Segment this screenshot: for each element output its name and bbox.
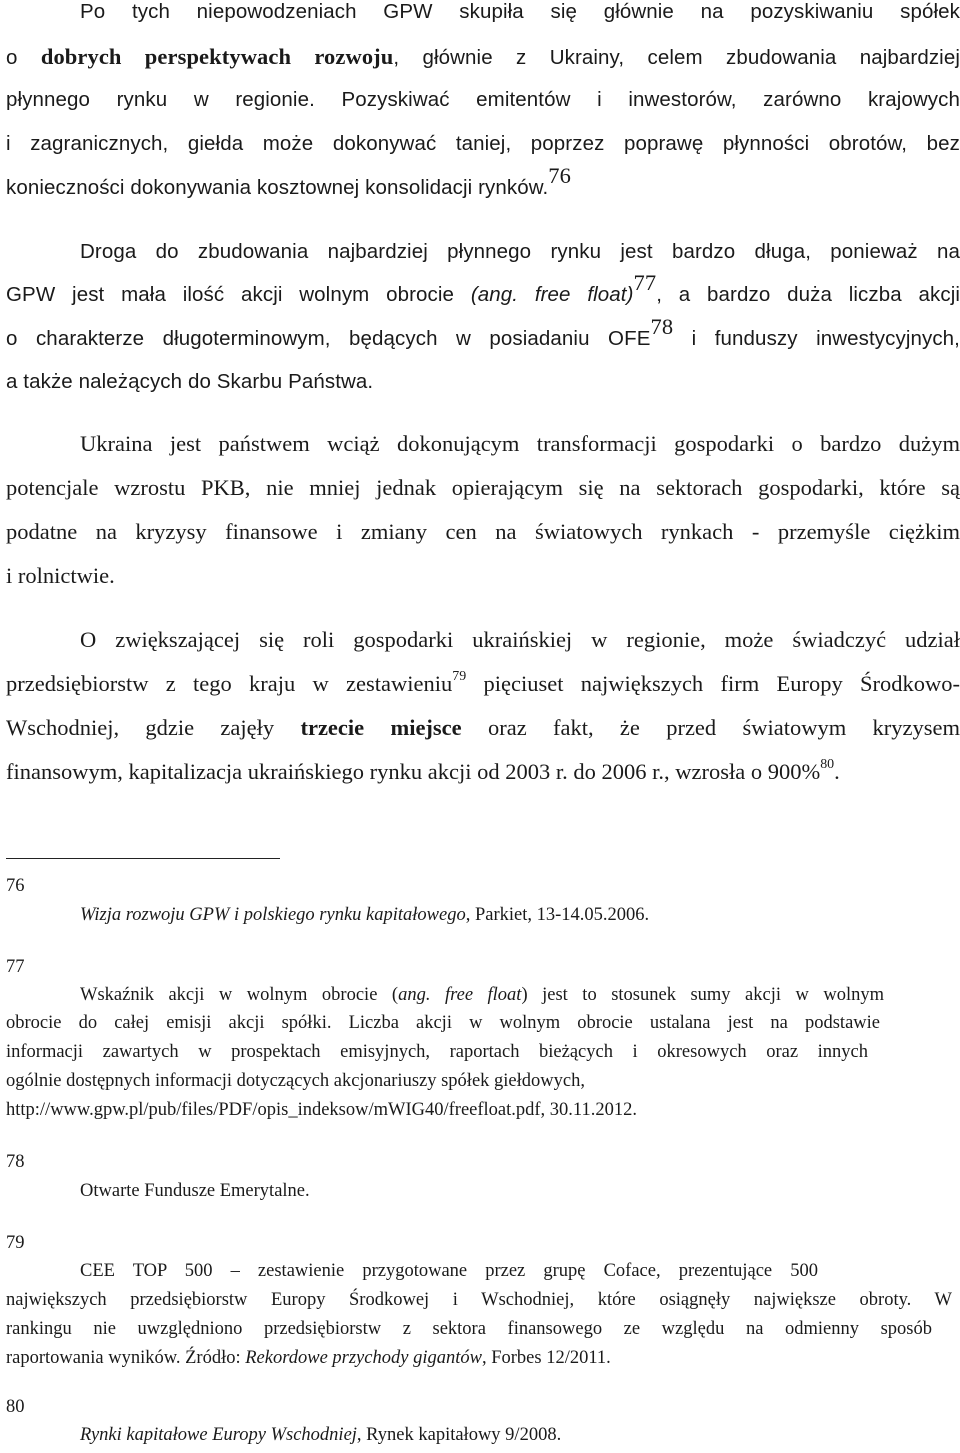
footnote-77-line: obrocie do całej emisji akcji spółki. Liczba akcji w wolnym obrocie ustalana jest na podstawie [6,1013,880,1033]
paragraph-line [6,715,960,741]
footnote-source-title: Rynki kapitałowe Europy Wschodniej [80,1425,357,1445]
bold-phrase: dobrych perspektywach rozwoju [40,44,394,69]
footnote-77-line [80,985,884,1006]
footnote-77-line: ogólnie dostępnych informacji dotyczących akcjonariuszy spółek giełdowych, [6,1071,585,1091]
footnote-ref-78[interactable]: 78 [650,313,674,339]
bold-phrase: trzecie miejsce [300,715,462,740]
footnote-79-line: największych przedsiębiorstw Europy Środkowej i Wschodniej, które osiągnęły największe obroty. W [6,1290,952,1310]
footnote-separator [6,858,280,859]
text-run: , a bardzo duża liczba akcji [656,283,960,306]
footnote-number-78: 78 [6,1152,25,1172]
paragraph-line: a także należących do Skarbu Państwa. [6,370,374,393]
footnote-80-text [80,1425,954,1446]
footnote-source-title: Wizja rozwoju GPW i polskiego rynku kapitałowego [80,905,466,925]
paragraph-line [6,313,960,351]
footnote-79-line: CEE TOP 500 – zestawienie przygotowane przez grupę Coface, prezentujące 500 [80,1261,818,1281]
text-run: pięciuset największych firm Europy Środkowo- [466,671,960,696]
paragraph-line [6,671,960,697]
text-run: , Parkiet, 13-14.05.2006. [465,905,650,925]
text-run: Wskaźnik akcji w wolnym obrocie ( [80,985,399,1005]
footnote-77-link[interactable]: http://www.gpw.pl/pub/files/PDF/opis_indeksow/mWIG40/freefloat.pdf, 30.11.2012. [6,1100,637,1120]
paragraph-line [6,269,960,307]
text-run: raportowania wyników. Źródło: [6,1348,246,1368]
footnote-76-text [80,905,954,926]
paragraph-line: Po tych niepowodzeniach GPW skupiła się głównie na pozyskiwaniu spółek [80,0,960,23]
text-run: i funduszy inwestycyjnych, [673,327,960,350]
footnote-79-line: rankingu nie uwzględniono przedsiębiorstw z sektora finansowego ze względu na odmienny sposób [6,1319,932,1339]
paragraph-line: i rolnictwie. [6,563,115,588]
paragraph-line: i zagranicznych, giełda może dokonywać taniej, poprzez poprawę płynności obrotów, bez [6,132,960,155]
text-run: Wschodniej, gdzie zajęły [6,715,301,740]
paragraph-line: Droga do zbudowania najbardziej płynnego rynku jest bardzo długa, ponieważ na [80,240,960,263]
italic-phrase: (ang. free float) [470,283,634,306]
paragraph-line: O zwiększającej się roli gospodarki ukraińskiej w regionie, może świadczyć udział [80,627,960,652]
footnote-ref-77[interactable]: 77 [633,269,657,295]
footnote-number-77: 77 [6,957,25,977]
text-run: przedsiębiorstw z tego kraju w zestawieniu [6,671,453,696]
text-run: ) jest to stosunek sumy akcji w wolnym [521,985,884,1005]
paragraph-line: potencjale wzrostu PKB, nie mniej jednak opierającym się na sektorach gospodarki, które są [6,475,960,500]
italic-phrase: ang. free float [398,985,522,1005]
paragraph-line: podatne na kryzysy finansowe i zmiany cen na światowych rynkach - przemyśle ciężkim [6,519,960,544]
paragraph-line [6,162,960,200]
text-run: GPW jest mała ilość akcji wolnym obrocie [6,283,471,306]
paragraph-line: płynnego rynku w regionie. Pozyskiwać emitentów i inwestorów, zarówno krajowych [6,88,960,111]
paragraph-line [6,759,960,785]
text-run: finansowym, kapitalizacja ukraińskiego rynku akcji od 2003 r. do 2006 r., wzrosła o 900% [6,759,821,784]
text-run: , Forbes 12/2011. [481,1348,611,1368]
footnote-78-text: Otwarte Fundusze Emerytalne. [80,1181,310,1201]
paragraph-line: Ukraina jest państwem wciąż dokonującym transformacji gospodarki o bardzo dużym [80,431,960,456]
footnote-ref-80[interactable]: 80 [820,757,835,773]
footnote-ref-76[interactable]: 76 [548,162,571,188]
footnote-number-76: 76 [6,876,25,896]
text-run: o charakterze długoterminowym, będących w posiadaniu OFE [6,327,651,350]
footnote-source-title: Rekordowe przychody gigantów [245,1348,482,1368]
text-run: o [6,46,41,69]
footnote-77-line: informacji zawartych w prospektach emisyjnych, raportach bieżących i okresowych oraz innych [6,1042,868,1062]
text-run: konieczności dokonywania kosztownej konsolidacji rynków. [6,176,549,199]
footnote-ref-79[interactable]: 79 [452,669,467,685]
paragraph-line [6,44,960,70]
footnote-number-80: 80 [6,1397,25,1417]
text-run: . [834,759,840,784]
text-run: oraz fakt, że przed światowym kryzysem [461,715,960,740]
footnote-79-line [6,1348,954,1369]
footnote-number-79: 79 [6,1233,25,1253]
text-run: , głównie z Ukrainy, celem zbudowania najbardziej [393,46,960,69]
text-run: , Rynek kapitałowy 9/2008. [356,1425,562,1445]
